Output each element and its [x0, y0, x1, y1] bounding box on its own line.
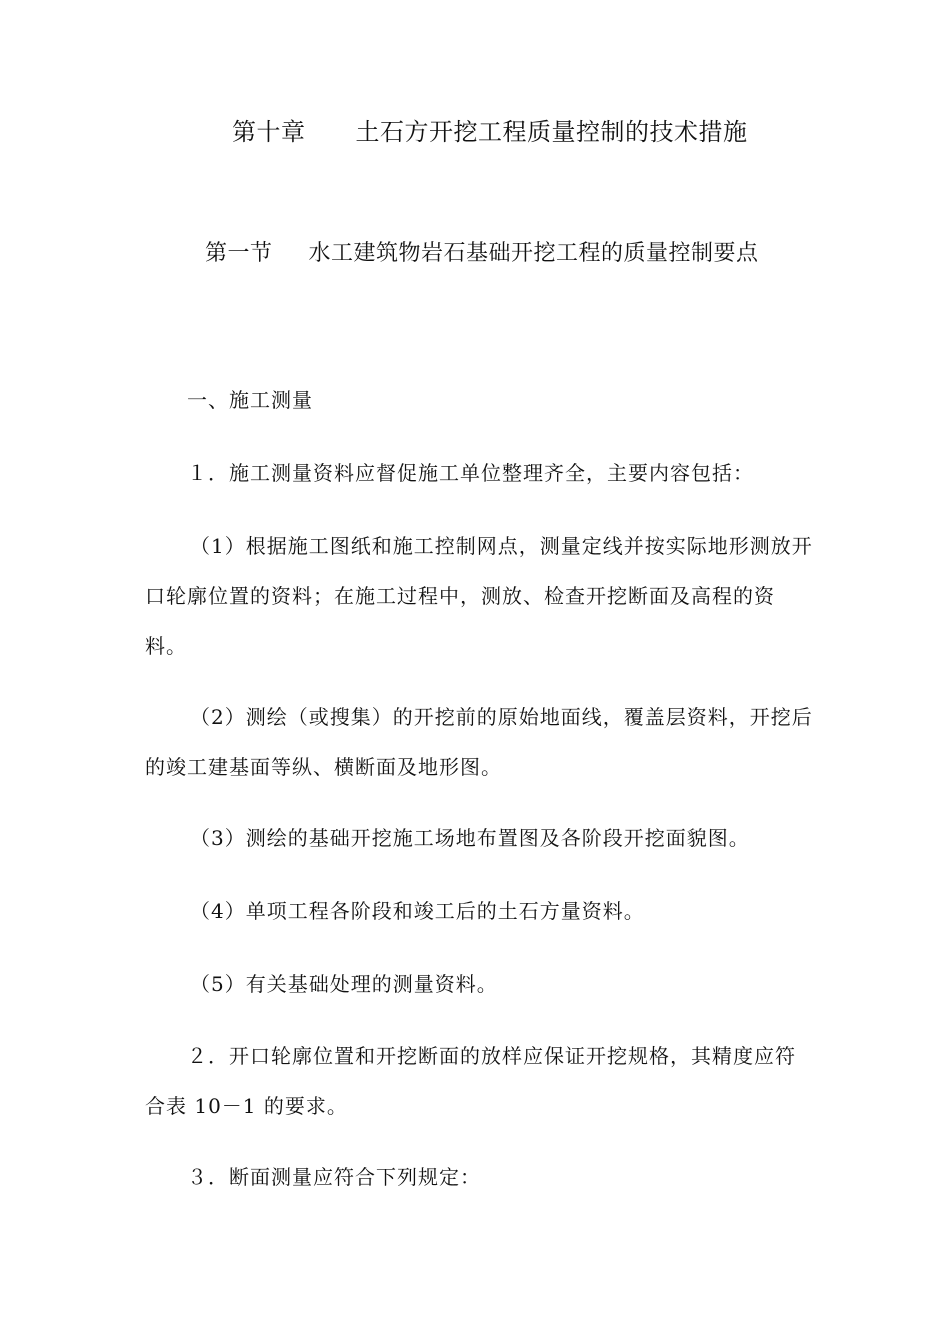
paragraph-sub-1: （1）根据施工图纸和施工控制网点，测量定线并按实际地形测放开口轮廓位置的资料；在施工过程中，测放、检查开挖断面及高程的资料。	[145, 534, 813, 658]
chapter-label: 第十章	[232, 118, 306, 146]
chapter-title	[232, 114, 748, 150]
section-label: 第一节	[205, 241, 273, 266]
paragraph-sub-3: （3）测绘的基础开挖施工场地布置图及各阶段开挖面貌图。	[190, 826, 750, 850]
chapter-title-text: 土石方开挖工程质量控制的技术措施	[355, 118, 748, 146]
section-title-text: 水工建筑物岩石基础开挖工程的质量控制要点	[308, 241, 759, 266]
subheading-construction-survey: 一、施工测量	[187, 388, 313, 412]
paragraph-item-1: １．施工测量资料应督促施工单位整理齐全，主要内容包括：	[187, 461, 754, 485]
paragraph-sub-4: （4）单项工程各阶段和竣工后的土石方量资料。	[190, 899, 645, 923]
paragraph-item-2: ２．开口轮廓位置和开挖断面的放样应保证开挖规格，其精度应符合表 10－1 的要求。	[145, 1044, 796, 1118]
paragraph-sub-5: （5）有关基础处理的测量资料。	[190, 972, 498, 996]
paragraph-item-3: ３．断面测量应符合下列规定：	[187, 1165, 481, 1189]
paragraph-sub-2: （2）测绘（或搜集）的开挖前的原始地面线，覆盖层资料，开挖后的竣工建基面等纵、横断面及地形图。	[145, 705, 813, 779]
section-title	[205, 237, 759, 271]
